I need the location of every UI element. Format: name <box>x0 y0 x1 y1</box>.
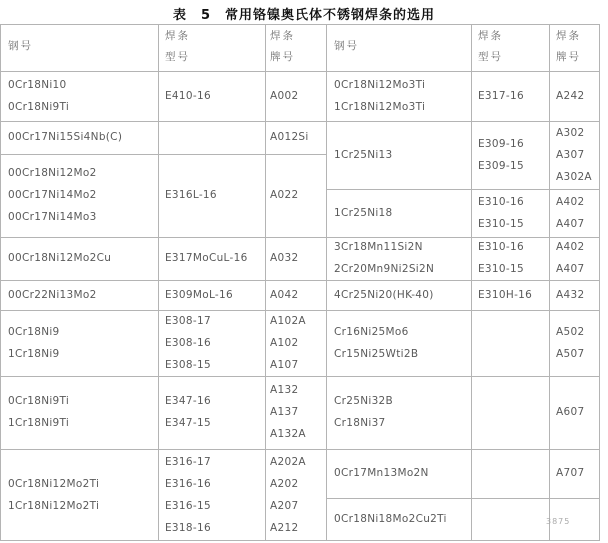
header-model-left-line1: 焊条 <box>165 30 190 42</box>
steel-grade-cell: 00Cr17Ni14Mo3 <box>8 211 97 223</box>
electrode-grade-cell: A107 <box>270 359 299 371</box>
row-divider <box>326 498 600 499</box>
column-divider <box>158 24 159 541</box>
electrode-model-cell: E309-16 <box>478 138 524 150</box>
column-divider <box>265 24 266 541</box>
electrode-grade-cell: A207 <box>270 500 299 512</box>
electrode-grade-cell: A102A <box>270 315 306 327</box>
column-divider <box>326 24 327 541</box>
row-divider <box>0 376 327 377</box>
row-divider <box>0 280 327 281</box>
electrode-model-cell: E310-16 <box>478 196 524 208</box>
electrode-model-cell: E310-15 <box>478 263 524 275</box>
steel-grade-cell: Cr15Ni25Wti2B <box>334 348 419 360</box>
steel-grade-cell: 1Cr18Ni12Mo3Ti <box>334 101 426 113</box>
row-divider <box>326 280 600 281</box>
table-title <box>0 4 608 23</box>
electrode-grade-cell: A407 <box>556 218 585 230</box>
electrode-model-cell: E347-16 <box>165 395 211 407</box>
electrode-grade-cell: A402 <box>556 241 585 253</box>
row-divider <box>326 310 600 311</box>
electrode-model-cell: E310-16 <box>478 241 524 253</box>
row-divider <box>0 154 327 155</box>
steel-grade-cell: 2Cr20Mn9Ni2Si2N <box>334 263 435 275</box>
electrode-grade-cell: A132A <box>270 428 306 440</box>
row-divider <box>326 449 600 450</box>
steel-grade-cell: 00Cr18Ni12Mo2Cu <box>8 252 112 264</box>
electrode-selection-table <box>0 24 600 541</box>
electrode-model-cell: E308-16 <box>165 337 211 349</box>
steel-grade-cell: 0Cr18Ni9Ti <box>8 395 70 407</box>
steel-grade-cell: 00Cr17Ni15Si4Nb(C) <box>8 131 123 143</box>
row-divider <box>326 121 600 122</box>
header-steel-left: 钢号 <box>8 40 33 52</box>
electrode-grade-cell: A002 <box>270 90 299 102</box>
electrode-model-cell: E410-16 <box>165 90 211 102</box>
electrode-model-cell: E316-15 <box>165 500 211 512</box>
electrode-grade-cell: A402 <box>556 196 585 208</box>
electrode-grade-cell: A137 <box>270 406 299 418</box>
row-divider <box>0 237 327 238</box>
steel-grade-cell: 1Cr25Ni18 <box>334 207 393 219</box>
electrode-model-cell: E347-15 <box>165 417 211 429</box>
electrode-model-cell: E316-16 <box>165 478 211 490</box>
header-grade-right-line2: 牌号 <box>556 51 581 63</box>
steel-grade-cell: 00Cr18Ni12Mo2 <box>8 167 97 179</box>
watermark: 3875 <box>546 517 571 526</box>
steel-grade-cell: 0Cr17Mn13Mo2N <box>334 467 429 479</box>
steel-grade-cell: 0Cr18Ni9 <box>8 326 60 338</box>
electrode-model-cell: E309-15 <box>478 160 524 172</box>
steel-grade-cell: 00Cr17Ni14Mo2 <box>8 189 97 201</box>
electrode-model-cell: E316L-16 <box>165 189 217 201</box>
steel-grade-cell: 0Cr18Ni12Mo2Ti <box>8 478 100 490</box>
steel-grade-cell: 1Cr18Ni9Ti <box>8 417 70 429</box>
steel-grade-cell: 00Cr22Ni13Mo2 <box>8 289 97 301</box>
column-divider <box>471 24 472 541</box>
row-divider <box>0 449 327 450</box>
steel-grade-cell: 0Cr18Ni9Ti <box>8 101 70 113</box>
electrode-grade-cell: A242 <box>556 90 585 102</box>
row-divider <box>326 376 600 377</box>
row-divider <box>0 310 327 311</box>
column-divider <box>0 24 1 541</box>
steel-grade-cell: Cr18Ni37 <box>334 417 386 429</box>
electrode-model-cell: E310-15 <box>478 218 524 230</box>
electrode-grade-cell: A032 <box>270 252 299 264</box>
column-divider <box>599 24 600 541</box>
header-model-left-line2: 型号 <box>165 51 190 63</box>
table-number: 5 <box>200 8 212 23</box>
steel-grade-cell: 0Cr18Ni18Mo2Cu2Ti <box>334 513 447 525</box>
steel-grade-cell: 0Cr18Ni10 <box>8 79 67 91</box>
table-title-prefix: 表 <box>172 8 187 23</box>
electrode-model-cell: E310H-16 <box>478 289 533 301</box>
electrode-grade-cell: A302A <box>556 171 592 183</box>
electrode-grade-cell: A302 <box>556 127 585 139</box>
steel-grade-cell: 1Cr18Ni12Mo2Ti <box>8 500 100 512</box>
header-grade-right-line1: 焊条 <box>556 30 581 42</box>
header-steel-right: 钢号 <box>334 40 359 52</box>
header-grade-left-line2: 牌号 <box>270 51 295 63</box>
header-model-right-line1: 焊条 <box>478 30 503 42</box>
header-grade-left-line1: 焊条 <box>270 30 295 42</box>
electrode-model-cell: E308-17 <box>165 315 211 327</box>
electrode-model-cell: E316-17 <box>165 456 211 468</box>
row-divider <box>0 24 600 25</box>
steel-grade-cell: 1Cr25Ni13 <box>334 149 393 161</box>
row-divider <box>0 540 600 541</box>
steel-grade-cell: Cr16Ni25Mo6 <box>334 326 409 338</box>
row-divider <box>0 121 327 122</box>
electrode-grade-cell: A507 <box>556 348 585 360</box>
steel-grade-cell: 0Cr18Ni12Mo3Ti <box>334 79 426 91</box>
electrode-grade-cell: A607 <box>556 406 585 418</box>
electrode-model-cell: E309MoL-16 <box>165 289 233 301</box>
electrode-grade-cell: A502 <box>556 326 585 338</box>
row-divider <box>326 237 600 238</box>
header-model-right-line2: 型号 <box>478 51 503 63</box>
electrode-grade-cell: A432 <box>556 289 585 301</box>
column-divider <box>549 24 550 541</box>
electrode-grade-cell: A022 <box>270 189 299 201</box>
row-divider <box>326 189 600 190</box>
electrode-grade-cell: A407 <box>556 263 585 275</box>
electrode-model-cell: E317-16 <box>478 90 524 102</box>
electrode-grade-cell: A202 <box>270 478 299 490</box>
electrode-grade-cell: A102 <box>270 337 299 349</box>
steel-grade-cell: 4Cr25Ni20(HK-40) <box>334 289 434 301</box>
row-divider <box>0 71 600 72</box>
table-title-text: 常用铬镍奥氏体不锈钢焊条的选用 <box>225 8 436 23</box>
steel-grade-cell: 3Cr18Mn11Si2N <box>334 241 423 253</box>
electrode-grade-cell: A132 <box>270 384 299 396</box>
steel-grade-cell: Cr25Ni32B <box>334 395 394 407</box>
electrode-grade-cell: A042 <box>270 289 299 301</box>
electrode-grade-cell: A212 <box>270 522 299 534</box>
electrode-model-cell: E318-16 <box>165 522 211 534</box>
electrode-grade-cell: A012Si <box>270 131 309 143</box>
electrode-grade-cell: A307 <box>556 149 585 161</box>
electrode-grade-cell: A707 <box>556 467 585 479</box>
steel-grade-cell: 1Cr18Ni9 <box>8 348 60 360</box>
electrode-model-cell: E308-15 <box>165 359 211 371</box>
electrode-grade-cell: A202A <box>270 456 306 468</box>
electrode-model-cell: E317MoCuL-16 <box>165 252 248 264</box>
